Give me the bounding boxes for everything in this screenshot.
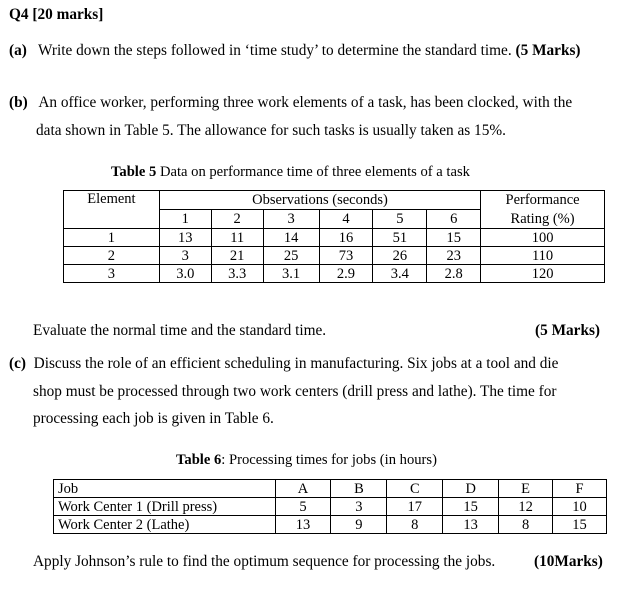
table5-obs-number: 3 xyxy=(263,210,319,229)
table6-row-label: Work Center 2 (Lathe) xyxy=(54,516,276,534)
table6-cell: 9 xyxy=(331,516,387,534)
table5-cell: 3.0 xyxy=(159,265,211,283)
table5-cell: 26 xyxy=(373,247,427,265)
table6-job-header: C xyxy=(387,480,443,498)
table5-cell-element: 2 xyxy=(64,247,160,265)
table5-cell: 3.3 xyxy=(211,265,263,283)
table5-cell: 51 xyxy=(373,229,427,247)
table5-cell: 3.4 xyxy=(373,265,427,283)
table5-obs-number: 2 xyxy=(211,210,263,229)
table6 xyxy=(53,479,607,534)
table5-header-row xyxy=(64,191,605,210)
table6-row xyxy=(54,516,607,534)
part-a-text: Write down the steps followed in ‘time study’ to determine the standard time. xyxy=(38,42,512,59)
part-c-apply: Apply Johnson’s rule to find the optimum sequence for processing the jobs. xyxy=(33,553,496,570)
table6-row-label: Work Center 1 (Drill press) xyxy=(54,498,276,516)
table5 xyxy=(63,190,605,283)
table6-job-header: D xyxy=(443,480,499,498)
table6-job-header: F xyxy=(553,480,607,498)
table6-cell: 13 xyxy=(275,516,331,534)
table5-cell: 23 xyxy=(427,247,481,265)
table5-cell: 21 xyxy=(211,247,263,265)
part-c-text-line3: processing each job is given in Table 6. xyxy=(33,410,274,427)
table5-cell-element: 3 xyxy=(64,265,160,283)
part-c-text-line2: shop must be processed through two work centers (drill press and lathe). The time for xyxy=(33,383,557,400)
table6-row xyxy=(54,498,607,516)
part-b-text-line1: An office worker, performing three work elements of a task, has been clocked, with the xyxy=(38,94,573,111)
table5-cell-rating: 110 xyxy=(481,247,605,265)
part-c-label: (c) xyxy=(9,355,26,372)
part-b-marks: (5 Marks) xyxy=(535,322,600,339)
table5-row xyxy=(64,229,605,247)
part-b-evaluate: Evaluate the normal time and the standard time. xyxy=(33,322,327,339)
table6-cell: 10 xyxy=(553,498,607,516)
part-a-label: (a) xyxy=(9,42,27,59)
table6-cell: 15 xyxy=(443,498,499,516)
table5-cell: 3 xyxy=(159,247,211,265)
part-b-line1 xyxy=(9,94,572,112)
table6-caption-label: Table 6 xyxy=(176,452,222,468)
table6-cell: 13 xyxy=(443,516,499,534)
table5-header-element-blank xyxy=(64,210,160,229)
table5-cell: 2.8 xyxy=(427,265,481,283)
table5-cell: 2.9 xyxy=(319,265,373,283)
part-b-label: (b) xyxy=(9,94,28,111)
table5-row xyxy=(64,265,605,283)
table5-caption xyxy=(111,164,470,181)
table5-cell: 14 xyxy=(263,229,319,247)
table5-obs-number: 4 xyxy=(319,210,373,229)
table5-caption-text: Data on performance time of three elements of a task xyxy=(156,164,470,180)
table6-cell: 5 xyxy=(275,498,331,516)
part-c-line1 xyxy=(9,355,558,373)
table5-cell: 73 xyxy=(319,247,373,265)
table5-obs-number: 6 xyxy=(427,210,481,229)
table5-row xyxy=(64,247,605,265)
table6-cell: 12 xyxy=(499,498,553,516)
table5-cell-rating: 120 xyxy=(481,265,605,283)
part-b-text-line2: data shown in Table 5. The allowance for such tasks is usually taken as 15%. xyxy=(36,122,506,139)
part-a-line xyxy=(9,42,581,60)
table6-cell: 17 xyxy=(387,498,443,516)
table5-cell: 11 xyxy=(211,229,263,247)
table5-header-performance: Performance xyxy=(481,191,605,210)
table6-cell: 8 xyxy=(499,516,553,534)
part-a-marks: (5 Marks) xyxy=(515,42,581,59)
part-c-marks: (10Marks) xyxy=(534,553,603,570)
table6-cell: 15 xyxy=(553,516,607,534)
table5-obs-number: 5 xyxy=(373,210,427,229)
table6-job-header: B xyxy=(331,480,387,498)
table6-job-header: E xyxy=(499,480,553,498)
table5-cell: 25 xyxy=(263,247,319,265)
table5-cell-rating: 100 xyxy=(481,229,605,247)
table6-header-job: Job xyxy=(54,480,276,498)
table5-cell: 16 xyxy=(319,229,373,247)
table5-caption-label: Table 5 xyxy=(111,164,157,180)
table5-header-rating: Rating (%) xyxy=(481,210,605,229)
table5-subheader-row xyxy=(64,210,605,229)
question-heading: Q4 [20 marks] xyxy=(9,6,104,23)
table5-obs-number: 1 xyxy=(159,210,211,229)
table6-header-row xyxy=(54,480,607,498)
table5-cell: 13 xyxy=(159,229,211,247)
table6-job-header: A xyxy=(275,480,331,498)
table6-caption-text: : Processing times for jobs (in hours) xyxy=(221,452,437,468)
table6-cell: 8 xyxy=(387,516,443,534)
table5-header-observations: Observations (seconds) xyxy=(159,191,480,210)
table6-caption xyxy=(176,452,437,469)
table5-header-element: Element xyxy=(64,191,160,210)
table5-cell-element: 1 xyxy=(64,229,160,247)
table5-cell: 15 xyxy=(427,229,481,247)
part-c-text-line1: Discuss the role of an efficient scheduling in manufacturing. Six jobs at a tool and die xyxy=(33,355,559,372)
table6-cell: 3 xyxy=(331,498,387,516)
table5-cell: 3.1 xyxy=(263,265,319,283)
